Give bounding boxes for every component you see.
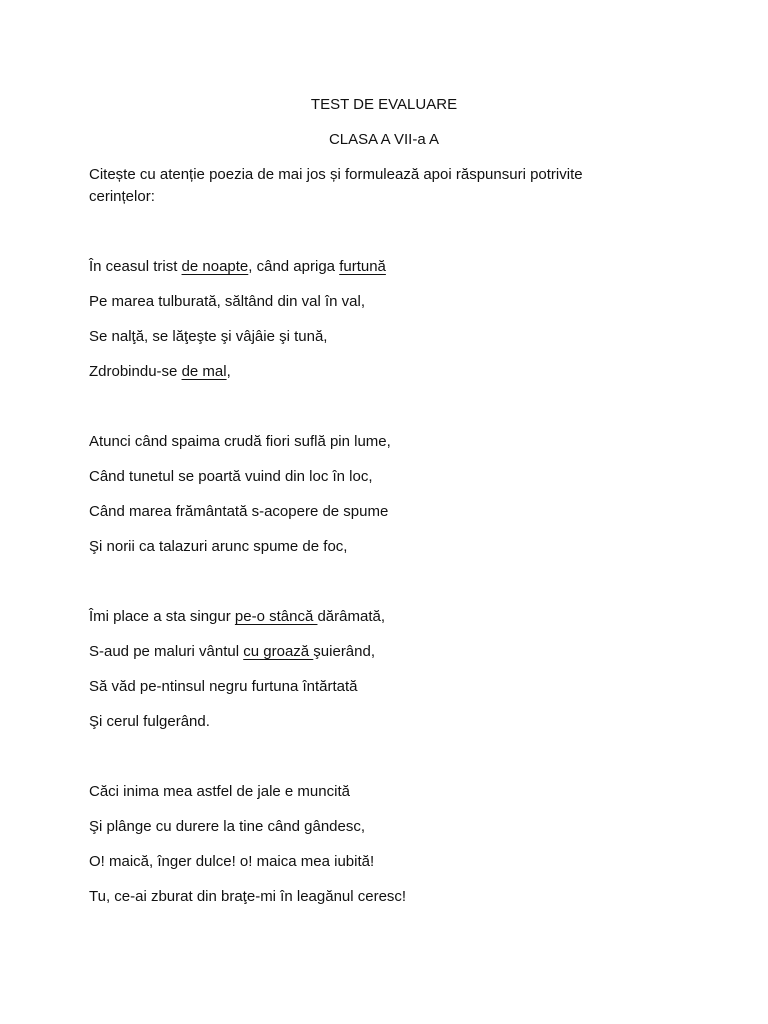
poem-line: Şi cerul fulgerând.	[89, 713, 210, 730]
poem-text: , când apriga	[248, 258, 340, 275]
poem-text: şuierând,	[313, 643, 376, 660]
poem-text: Zdrobindu-se	[89, 363, 182, 380]
document-title: TEST DE EVALUARE	[310, 96, 458, 113]
poem-line: Când marea frământată s-acopere de spume	[89, 503, 389, 520]
poem-text: Îmi place a sta singur	[89, 608, 235, 625]
poem-line: O! maică, înger dulce! o! maica mea iubită!	[89, 853, 375, 870]
poem-line: Pe marea tulburată, săltând din val în val,	[89, 293, 365, 310]
poem-line	[89, 257, 386, 277]
poem-line: Atunci când spaima crudă fiori suflă pin lume,	[89, 433, 391, 450]
poem-line: Căci inima mea astfel de jale e muncită	[89, 783, 350, 800]
poem-line	[89, 642, 375, 662]
poem-line	[89, 607, 385, 627]
poem-line	[89, 362, 231, 382]
poem-text: dărâmată,	[317, 608, 386, 625]
underlined-phrase: de mal	[181, 363, 227, 380]
underlined-phrase: furtună	[339, 258, 386, 275]
poem-line: Tu, ce-ai zburat din braţe-mi în leagănul ceresc!	[89, 888, 407, 905]
underlined-phrase: pe-o stâncă	[234, 608, 318, 625]
poem-line: Să văd pe-ntinsul negru furtuna întărtată	[89, 678, 358, 695]
underlined-phrase: cu groază	[243, 643, 314, 660]
poem-line: Şi norii ca talazuri arunc spume de foc,	[89, 538, 348, 555]
document-subtitle: CLASA A VII-a A	[328, 131, 440, 148]
poem-line: Şi plânge cu durere la tine când gândesc,	[89, 818, 366, 835]
underlined-phrase: de noapte	[181, 258, 249, 275]
poem-text: În ceasul trist	[89, 258, 182, 275]
poem-line: Când tunetul se poartă vuind din loc în loc,	[89, 468, 373, 485]
poem-text: S-aud pe maluri vântul	[89, 643, 244, 660]
poem-text: ,	[226, 363, 231, 380]
poem-line: Se nalţă, se lăţeşte şi vâjâie şi tună,	[89, 328, 328, 345]
instruction-text: Citește cu atenție poezia de mai jos și formulează apoi răspunsuri potrivite cerințelor:	[89, 166, 583, 205]
